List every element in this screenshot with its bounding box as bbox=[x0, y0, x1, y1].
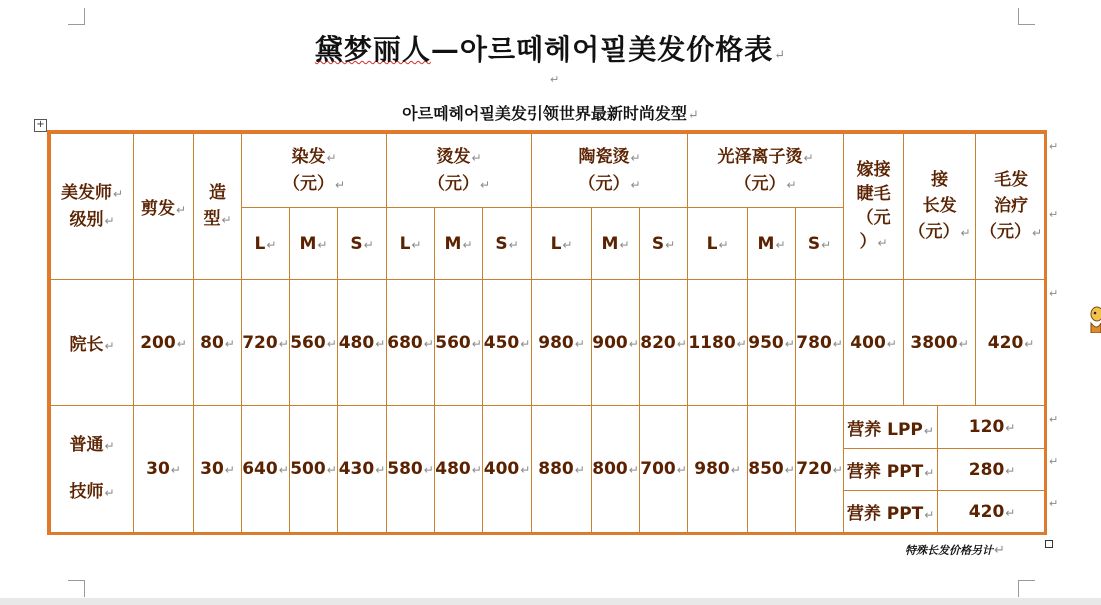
crop-mark-bottom-right bbox=[1018, 580, 1035, 597]
cell-ion-m: 850↵ bbox=[748, 406, 796, 533]
cell-ceramic-m: 800↵ bbox=[592, 406, 640, 533]
cell-styling: 80↵ bbox=[194, 280, 242, 406]
cell-dye-l: 640↵ bbox=[242, 406, 290, 533]
cell-haircut: 200↵ bbox=[134, 280, 194, 406]
cell-ceramic-l: 980↵ bbox=[532, 280, 592, 406]
header-styling: 造 型↵ bbox=[194, 134, 242, 280]
size-label-ceramic-m: M↵ bbox=[592, 208, 640, 280]
nutrition-price: 280↵ bbox=[938, 449, 1047, 491]
cell-ion-s: 720↵ bbox=[796, 406, 844, 533]
size-label-dye-m: M↵ bbox=[290, 208, 338, 280]
office-assistant-icon[interactable] bbox=[1087, 305, 1101, 333]
size-label-perm-l: L↵ bbox=[387, 208, 435, 280]
size-label-ion-s: S↵ bbox=[796, 208, 844, 280]
cell-styling: 30↵ bbox=[194, 406, 242, 533]
header-perm: 烫发↵ （元）↵ bbox=[387, 134, 532, 208]
size-label-ion-l: L↵ bbox=[688, 208, 748, 280]
header-ion-perm: 光泽离子烫↵ （元）↵ bbox=[688, 134, 844, 208]
cell-ceramic-l: 880↵ bbox=[532, 406, 592, 533]
cell-perm-l: 580↵ bbox=[387, 406, 435, 533]
cell-haircut: 30↵ bbox=[134, 406, 194, 533]
paragraph-mark-icon: ↵ bbox=[994, 543, 1005, 558]
cell-dye-s: 430↵ bbox=[338, 406, 387, 533]
status-strip bbox=[0, 598, 1101, 605]
cell-ion-l: 1180↵ bbox=[688, 280, 748, 406]
price-table bbox=[50, 133, 1047, 533]
crop-mark-top-left bbox=[68, 8, 85, 25]
cell-ceramic-s: 700↵ bbox=[640, 406, 688, 533]
header-haircut: 剪发↵ bbox=[134, 134, 194, 280]
header-ceramic-perm: 陶瓷烫↵ （元）↵ bbox=[532, 134, 688, 208]
cell-perm-s: 400↵ bbox=[483, 406, 532, 533]
cell-hair-extension: 3800↵ bbox=[904, 280, 976, 406]
table-row-technician bbox=[51, 406, 1047, 449]
cell-perm-m: 480↵ bbox=[435, 406, 483, 533]
cell-perm-l: 680↵ bbox=[387, 280, 435, 406]
size-label-perm-s: S↵ bbox=[483, 208, 532, 280]
row-end-mark-icon: ↵ bbox=[1049, 208, 1059, 221]
cell-eyelash: 400↵ bbox=[844, 280, 904, 406]
size-label-dye-s: S↵ bbox=[338, 208, 387, 280]
size-label-ceramic-s: S↵ bbox=[640, 208, 688, 280]
table-resize-handle-icon[interactable] bbox=[1045, 540, 1053, 548]
subtitle bbox=[0, 101, 1101, 124]
header-dye: 染发↵ （元）↵ bbox=[242, 134, 387, 208]
row-end-mark-icon: ↵ bbox=[1049, 140, 1059, 153]
header-hair-extension: 接 长发 （元）↵ bbox=[904, 134, 976, 280]
header-eyelash: 嫁接 睫毛 （元 ）↵ bbox=[844, 134, 904, 280]
header-stylist-level: 美发师↵ 级别↵ bbox=[51, 134, 134, 280]
cell-ion-s: 780↵ bbox=[796, 280, 844, 406]
cell-dye-m: 500↵ bbox=[290, 406, 338, 533]
size-label-dye-l: L↵ bbox=[242, 208, 290, 280]
header-hair-treatment: 毛发 治疗 （元）↵ bbox=[976, 134, 1047, 280]
row-end-mark-icon: ↵ bbox=[1049, 413, 1059, 426]
size-label-ion-m: M↵ bbox=[748, 208, 796, 280]
table-row-director bbox=[51, 280, 1047, 406]
crop-mark-top-right bbox=[1018, 8, 1035, 25]
table-move-handle-icon[interactable]: + bbox=[34, 119, 47, 132]
row-end-mark-icon: ↵ bbox=[1049, 497, 1059, 510]
row-end-mark-icon: ↵ bbox=[1049, 455, 1059, 468]
title-spellcheck-word: 黛梦丽人 bbox=[314, 33, 431, 66]
crop-mark-bottom-left bbox=[68, 580, 85, 597]
cell-hair-treatment: 420↵ bbox=[976, 280, 1047, 406]
cell-ion-m: 950↵ bbox=[748, 280, 796, 406]
size-label-perm-m: M↵ bbox=[435, 208, 483, 280]
cell-dye-m: 560↵ bbox=[290, 280, 338, 406]
paragraph-mark-icon: ↵ bbox=[774, 48, 787, 63]
title-rest: —아르떼헤어필美发价格表 bbox=[430, 33, 774, 66]
nutrition-label: 营养 PPT↵ bbox=[844, 491, 938, 533]
nutrition-price: 120↵ bbox=[938, 406, 1047, 449]
cell-perm-s: 450↵ bbox=[483, 280, 532, 406]
row-end-mark-icon: ↵ bbox=[1049, 287, 1059, 300]
footnote: 特殊长发价格另计↵ bbox=[905, 543, 1005, 558]
subtitle-text: 아르떼헤어필美发引领世界最新时尚发型 bbox=[402, 104, 687, 123]
page-title bbox=[0, 28, 1101, 68]
cell-ion-l: 980↵ bbox=[688, 406, 748, 533]
cell-ceramic-s: 820↵ bbox=[640, 280, 688, 406]
cell-level: 普通↵ 技师↵ bbox=[51, 406, 134, 533]
paragraph-mark-icon: ↵ bbox=[687, 108, 699, 123]
nutrition-label: 营养 PPT↵ bbox=[844, 449, 938, 491]
cell-ceramic-m: 900↵ bbox=[592, 280, 640, 406]
cell-dye-l: 720↵ bbox=[242, 280, 290, 406]
size-label-ceramic-l: L↵ bbox=[532, 208, 592, 280]
cell-dye-s: 480↵ bbox=[338, 280, 387, 406]
paragraph-mark-icon: ↵ bbox=[550, 73, 560, 86]
nutrition-label: 营养 LPP↵ bbox=[844, 406, 938, 449]
cell-perm-m: 560↵ bbox=[435, 280, 483, 406]
nutrition-price: 420↵ bbox=[938, 491, 1047, 533]
cell-level: 院长↵ bbox=[51, 280, 134, 406]
